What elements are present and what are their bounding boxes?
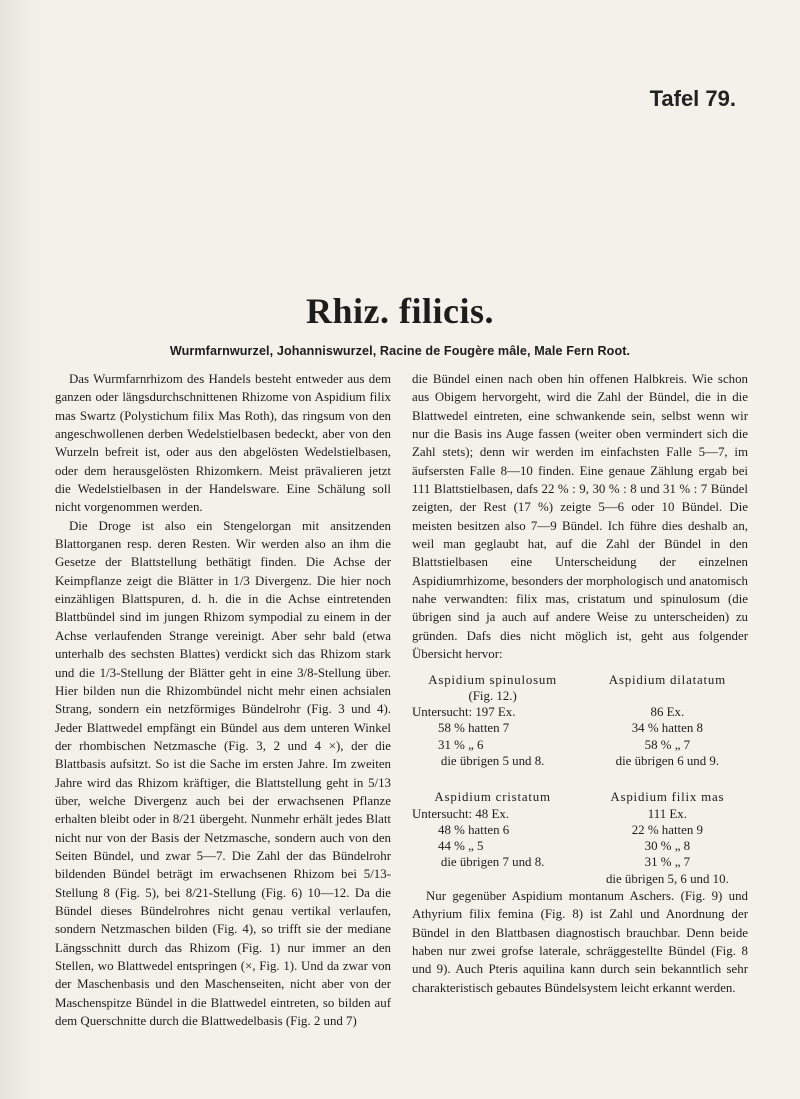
species-name: Aspidium filix mas: [610, 790, 725, 805]
stat-spinulosum: [412, 672, 573, 770]
paragraph: die Bündel einen nach oben hin offenen Halbkreis. Wie schon aus Obigem hervorgeht, wird die Zahl der Bündel, die in die Blattwedel eintreten, eine schwankende sein, selbst wenn wir nur die Basis ins Auge fassen (weiter oben vermindert sich die Zahl stets); denn wir werden im einfachsten Falle 5—7, im äufsersten Falle 8—10 finden. Eine genaue Zählung ergab bei 111 Blattstielbasen, dafs 22 % : 9, 30 % : 8 und 31 % : 7 Bündel zeigten, der Rest (17 %) zeigte 5—6 oder 10 Bündel. Die meisten besitzen also 7—9 Bündel. Ich führe dies deshalb an, weil man geglaubt hat, auf die Zahl der Bündel in den Blattstielbasen eine Unterscheidung der einzelnen Aspidiumrhizome, besonders der morphologisch und anatomisch nahe verwandten: filix mas, cristatum und spinulosum (die übrigen sind ja auch auf andere Weise zu unterscheiden) zu gründen. Dafs dies nicht möglich ist, geht aus folgender Übersicht hervor:: [412, 372, 748, 662]
page-title: Rhiz. filicis.: [306, 291, 494, 331]
stat-rest: die übrigen 5, 6 und 10.: [605, 871, 729, 886]
right-column: [412, 370, 748, 997]
species-name: Aspidium spinulosum: [428, 672, 557, 687]
species-name: Aspidium cristatum: [434, 790, 551, 805]
stat-row: 58 % „ 7: [644, 737, 691, 752]
page-subtitle: Wurmfarnwurzel, Johanniswurzel, Racine de Fougère mâle, Male Fern Root.: [169, 344, 631, 358]
paragraph: Das Wurmfarnrhizom des Handels besteht entweder aus dem ganzen oder längsdurchschnittenen Rhizome von Aspidium filix mas Swartz (Polystichum filix Mas Roth), das ringsum von den angeschwollenen derben Wedelstielbasen bedeckt, aber von den Wurzeln befreit ist, oder aus den abgelösten Wedelstielbasen, oder dem herausgelösten Rhizomkern. Meist prävalieren jetzt die Wedelstielbasen in der Handelsware. Eine Schälung soll nicht vorgenommen werden.: [55, 372, 391, 515]
stat-dilatatum: [587, 672, 748, 770]
species-name: Aspidium dilatatum: [608, 672, 726, 687]
stat-row: 34 % hatten 8: [631, 721, 703, 736]
stat-row: 30 % „ 8: [644, 839, 691, 854]
stat-row: 31 % „ 6: [438, 737, 484, 752]
paragraph: Die Droge ist also ein Stengelorgan mit ansitzenden Blattorganen resp. deren Resten. Wir werden also an ihm die Gesetze der Blattstellung bethätigt finden. Die Achse der Keimpflanze zeigt die Blätter in 1/3 Divergenz. Die hier noch einzähligen Blattspuren, d. h. die in die Achse eintretenden Blattbündel sind im jungen Rhizom sympodial zu einem in der Achse verlaufenden Strange vereinigt. Aber sehr bald (etwa unterhalb des sechsten Blattes) verdickt sich das Rhizom stark und die 1/3-Stellung der Blätter geht in eine 3/8-Stellung über. Hier bilden nun die Rhizombündel nicht mehr einen achsialen Strang, sondern ein netzförmiges Bündelrohr (Fig. 3 und 4). Jeder Blattwedel empfängt ein Bündel aus dem unteren Winkel der rhombischen Netzmasche (Fig. 3, 2 und 4 ×), der die Blattbasis aufsitzt. So ist die Sache im ersten Jahre. Im zweiten Jahre wird das Rhizom kräftiger, die Blattstellung geht in 5/13 über, welche Divergenz auch bei der erwachsenen Pflanze erhalten bleibt oder in 8/21 übergeht. Nunmehr erhält jedes Blatt nicht nur von der Basis der Netzmasche, sondern auch von den Seiten Bündel, und zwar 5—7. Die Zahl der das Bündelrohr bildenden Bündel beträgt im erwachsenen Rhizom bei 5/13-Stellung 8 (Fig. 5), bei 8/21-Stellung (Fig. 6) 10—12. Da die Bündel dieses Bündelrohres nicht genau vertikal verlaufen, sondern Netzmaschen bilden (Fig. 4), so trifft sie der mediane Längsschnitt durch das Rhizom (Fig. 1) nur immer an den Stellen, wo Blattwedel entspringen (×, Fig. 1). Und da zwar von der Maschenbasis und den Maschenseiten, nicht aber von der Maschenspitze Bündel in die Blattwedel eintreten, so bilden auf dem Querschnitte durch die Blattwedelbasis (Fig. 2 und 7): [55, 518, 391, 1029]
examined-count: Untersucht: 197 Ex.: [412, 705, 516, 720]
examined-count: 86 Ex.: [650, 705, 685, 720]
stat-row: 58 % hatten 7: [438, 721, 510, 736]
stat-row: 44 % „ 5: [438, 839, 484, 854]
examined-count: Untersucht: 48 Ex.: [412, 806, 510, 821]
stat-row: 48 % hatten 6: [438, 822, 510, 837]
stat-rest: die übrigen 6 und 9.: [615, 753, 720, 768]
figure-ref: (Fig. 12.): [468, 688, 517, 703]
stat-row: 31 % „ 7: [644, 855, 691, 870]
examined-count: 111 Ex.: [647, 806, 687, 821]
plate-number: Tafel 79.: [649, 86, 736, 111]
paragraph: Nur gegenüber Aspidium montanum Aschers. (Fig. 9) und Athyrium filix femina (Fig. 8) ist Zahl und Anordnung der Bündel in den Blattbasen diagnostisch brauchbar. Denn beide haben nur zwei grofse laterale, schräggestellte Bündel (Fig. 8 und 9). Auch Pteris aquilina kann durch sein bekanntlich sehr charakteristisch gebautes Bündelsystem leicht erkannt werden.: [412, 889, 748, 995]
stats-block: [412, 789, 748, 887]
stat-cristatum: [412, 789, 573, 887]
stat-rest: die übrigen 7 und 8.: [440, 855, 545, 870]
left-column: [55, 370, 391, 1030]
stats-block: [412, 672, 748, 770]
stat-filix-mas: [587, 789, 748, 887]
stat-row: 22 % hatten 9: [631, 822, 703, 837]
stat-rest: die übrigen 5 und 8.: [440, 753, 545, 768]
